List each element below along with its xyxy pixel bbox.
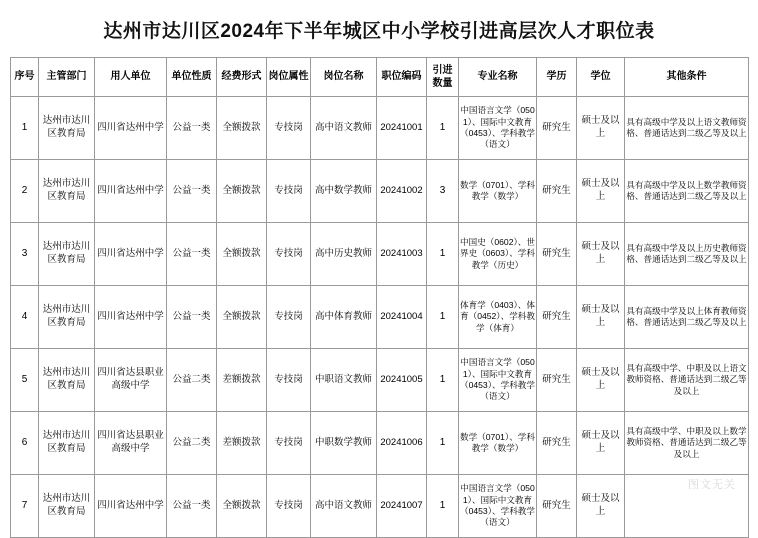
cell-post: 中职语文教师	[311, 349, 377, 412]
cell-education: 研究生	[537, 286, 577, 349]
cell-dept: 达州市达川区教育局	[39, 223, 95, 286]
cell-other: 具有高级中学及以上体育教师资格、普通话达到二级乙等及以上	[625, 286, 749, 349]
cell-code: 20241003	[377, 223, 427, 286]
table-row	[11, 475, 749, 538]
cell-attr: 专技岗	[267, 223, 311, 286]
column-header-nature: 单位性质	[167, 58, 217, 97]
cell-no: 1	[11, 97, 39, 160]
cell-major: 中国史（0602）、世界史（0603）、学科教学（历史）	[459, 223, 537, 286]
cell-other: 具有高级中学、中职及以上数学教师资格、普通话达到二级乙等及以上	[625, 412, 749, 475]
cell-attr: 专技岗	[267, 286, 311, 349]
cell-post: 高中语文教师	[311, 475, 377, 538]
cell-education: 研究生	[537, 223, 577, 286]
cell-degree: 硕士及以上	[577, 160, 625, 223]
cell-fund: 差额拨款	[217, 412, 267, 475]
cell-count: 1	[427, 223, 459, 286]
column-header-major: 专业名称	[459, 58, 537, 97]
column-header-no: 序号	[11, 58, 39, 97]
cell-other: 具有高级中学及以上语文教师资格、普通话达到二级乙等及以上	[625, 97, 749, 160]
cell-attr: 专技岗	[267, 97, 311, 160]
cell-code: 20241007	[377, 475, 427, 538]
cell-education: 研究生	[537, 349, 577, 412]
cell-dept: 达州市达川区教育局	[39, 349, 95, 412]
cell-post: 中职数学教师	[311, 412, 377, 475]
cell-no: 3	[11, 223, 39, 286]
table-row	[11, 286, 749, 349]
cell-fund: 差额拨款	[217, 349, 267, 412]
cell-nature: 公益二类	[167, 349, 217, 412]
cell-education: 研究生	[537, 412, 577, 475]
cell-dept: 达州市达川区教育局	[39, 412, 95, 475]
table-header-row	[11, 58, 749, 97]
cell-count: 3	[427, 160, 459, 223]
cell-nature: 公益二类	[167, 412, 217, 475]
cell-post: 高中语文教师	[311, 97, 377, 160]
cell-degree: 硕士及以上	[577, 286, 625, 349]
cell-nature: 公益一类	[167, 475, 217, 538]
cell-attr: 专技岗	[267, 412, 311, 475]
cell-other: 具有高级中学及以上数学教师资格、普通话达到二级乙等及以上	[625, 160, 749, 223]
cell-degree: 硕士及以上	[577, 349, 625, 412]
column-header-attr: 岗位属性	[267, 58, 311, 97]
page-title: 达州市达川区2024年下半年城区中小学校引进高层次人才职位表	[103, 21, 655, 42]
cell-education: 研究生	[537, 160, 577, 223]
cell-other: 具有高级中学、中职及以上语文教师资格、普通话达到二级乙等及以上	[625, 349, 749, 412]
watermark: 图文无关	[688, 479, 736, 491]
cell-unit: 四川省达州中学	[95, 475, 167, 538]
cell-unit: 四川省达州中学	[95, 286, 167, 349]
cell-degree: 硕士及以上	[577, 412, 625, 475]
cell-fund: 全额拨款	[217, 97, 267, 160]
cell-nature: 公益一类	[167, 97, 217, 160]
cell-major: 中国语言文学（0501）、国际中文教育（0453）、学科教学（语文）	[459, 97, 537, 160]
cell-major: 中国语言文学（0501）、国际中文教育（0453）、学科教学（语文）	[459, 475, 537, 538]
cell-code: 20241001	[377, 97, 427, 160]
column-header-dept: 主管部门	[39, 58, 95, 97]
column-header-education: 学历	[537, 58, 577, 97]
column-header-fund: 经费形式	[217, 58, 267, 97]
column-header-code: 职位编码	[377, 58, 427, 97]
cell-fund: 全额拨款	[217, 286, 267, 349]
cell-code: 20241004	[377, 286, 427, 349]
cell-education: 研究生	[537, 97, 577, 160]
cell-unit: 四川省达县职业高级中学	[95, 412, 167, 475]
cell-attr: 专技岗	[267, 160, 311, 223]
cell-count: 1	[427, 286, 459, 349]
cell-dept: 达州市达川区教育局	[39, 160, 95, 223]
cell-dept: 达州市达川区教育局	[39, 286, 95, 349]
cell-degree: 硕士及以上	[577, 223, 625, 286]
cell-dept: 达州市达川区教育局	[39, 97, 95, 160]
cell-dept: 达州市达川区教育局	[39, 475, 95, 538]
column-header-post: 岗位名称	[311, 58, 377, 97]
cell-no: 2	[11, 160, 39, 223]
table-header	[11, 58, 749, 97]
column-header-unit: 用人单位	[95, 58, 167, 97]
cell-post: 高中体育教师	[311, 286, 377, 349]
cell-nature: 公益一类	[167, 223, 217, 286]
cell-nature: 公益一类	[167, 160, 217, 223]
cell-post: 高中历史教师	[311, 223, 377, 286]
cell-fund: 全额拨款	[217, 160, 267, 223]
cell-unit: 四川省达州中学	[95, 97, 167, 160]
cell-unit: 四川省达州中学	[95, 223, 167, 286]
cell-no: 4	[11, 286, 39, 349]
cell-degree: 硕士及以上	[577, 97, 625, 160]
cell-count: 1	[427, 412, 459, 475]
column-header-count: 引进数量	[427, 58, 459, 97]
table-row	[11, 349, 749, 412]
cell-major: 数学（0701）、学科教学（数学）	[459, 412, 537, 475]
cell-count: 1	[427, 97, 459, 160]
cell-code: 20241005	[377, 349, 427, 412]
table-row	[11, 97, 749, 160]
column-header-other: 其他条件	[625, 58, 749, 97]
cell-count: 1	[427, 349, 459, 412]
cell-code: 20241006	[377, 412, 427, 475]
cell-attr: 专技岗	[267, 475, 311, 538]
cell-no: 6	[11, 412, 39, 475]
cell-major: 体育学（0403）、体育（0452）、学科教学（体育）	[459, 286, 537, 349]
cell-no: 7	[11, 475, 39, 538]
cell-other: 具有高级中学及以上历史教师资格、普通话达到二级乙等及以上	[625, 223, 749, 286]
cell-other	[625, 475, 749, 538]
table-body	[11, 97, 749, 538]
table-row	[11, 223, 749, 286]
cell-code: 20241002	[377, 160, 427, 223]
cell-fund: 全额拨款	[217, 223, 267, 286]
table-row	[11, 412, 749, 475]
cell-unit: 四川省达州中学	[95, 160, 167, 223]
cell-attr: 专技岗	[267, 349, 311, 412]
positions-table	[10, 57, 749, 538]
cell-fund: 全额拨款	[217, 475, 267, 538]
cell-no: 5	[11, 349, 39, 412]
cell-education: 研究生	[537, 475, 577, 538]
cell-unit: 四川省达县职业高级中学	[95, 349, 167, 412]
cell-nature: 公益一类	[167, 286, 217, 349]
column-header-degree: 学位	[577, 58, 625, 97]
cell-degree: 硕士及以上	[577, 475, 625, 538]
cell-major: 数学（0701）、学科教学（数学）	[459, 160, 537, 223]
cell-major: 中国语言文学（0501）、国际中文教育（0453）、学科教学（语文）	[459, 349, 537, 412]
table-row	[11, 160, 749, 223]
cell-count: 1	[427, 475, 459, 538]
cell-post: 高中数学教师	[311, 160, 377, 223]
